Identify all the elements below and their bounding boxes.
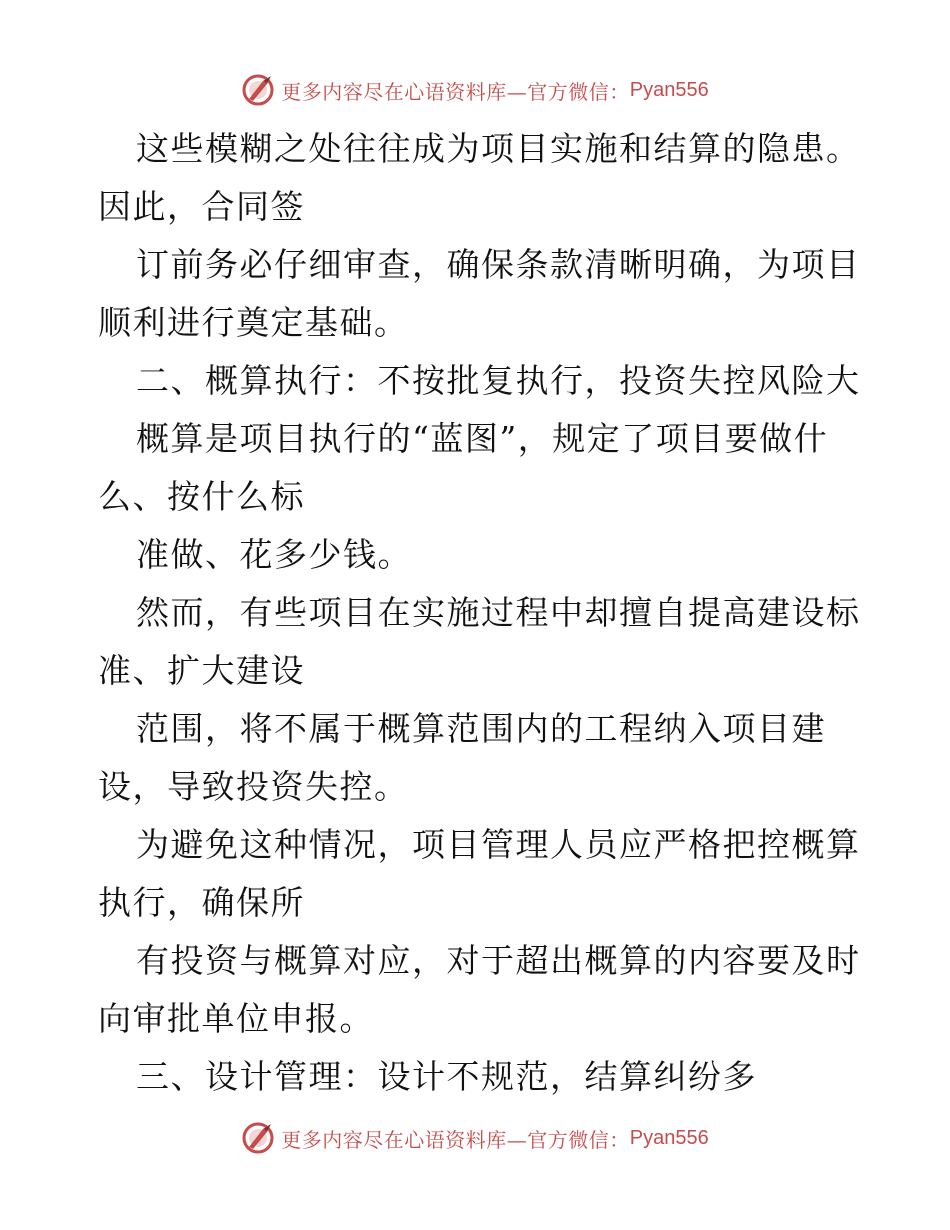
paragraph: 订前务必仔细审查，确保条款清晰明确，为项目顺利进行奠定基础。 xyxy=(98,245,861,342)
header-watermark-text: 更多内容尽在心语资料库—官方微信： xyxy=(281,79,630,104)
section-heading: 二、概算执行：不按批复执行，投资失控风险大 xyxy=(136,361,861,400)
paragraph: 有投资与概算对应，对于超出概算的内容要及时向审批单位申报。 xyxy=(98,941,861,1038)
header-watermark-id: Pyan556 xyxy=(629,78,709,101)
paragraph: 范围，将不属于概算范围内的工程纳入项目建设，导致投资失控。 xyxy=(98,709,826,806)
paragraph: 然而，有些项目在实施过程中却擅自提高建设标准、扩大建设 xyxy=(98,593,861,690)
footer-watermark-text: 更多内容尽在心语资料库—官方微信： xyxy=(281,1127,630,1152)
paragraph: 为避免这种情况，项目管理人员应严格把控概算执行，确保所 xyxy=(98,825,861,922)
document-body xyxy=(98,120,888,1106)
paragraph: 这些模糊之处往往成为项目实施和结算的隐患。因此，合同签 xyxy=(98,129,861,226)
paragraph: 概算是项目执行的“蓝图”，规定了项目要做什么、按什么标 xyxy=(98,419,829,516)
quill-pen-logo-icon xyxy=(241,73,275,107)
paragraph: 准做、花多少钱。 xyxy=(136,535,412,574)
footer-watermark-id: Pyan556 xyxy=(629,1126,709,1149)
header-watermark xyxy=(0,70,950,110)
footer-watermark xyxy=(0,1118,950,1158)
section-heading: 三、设计管理：设计不规范，结算纠纷多 xyxy=(136,1057,757,1096)
quill-pen-logo-icon xyxy=(241,1121,275,1155)
